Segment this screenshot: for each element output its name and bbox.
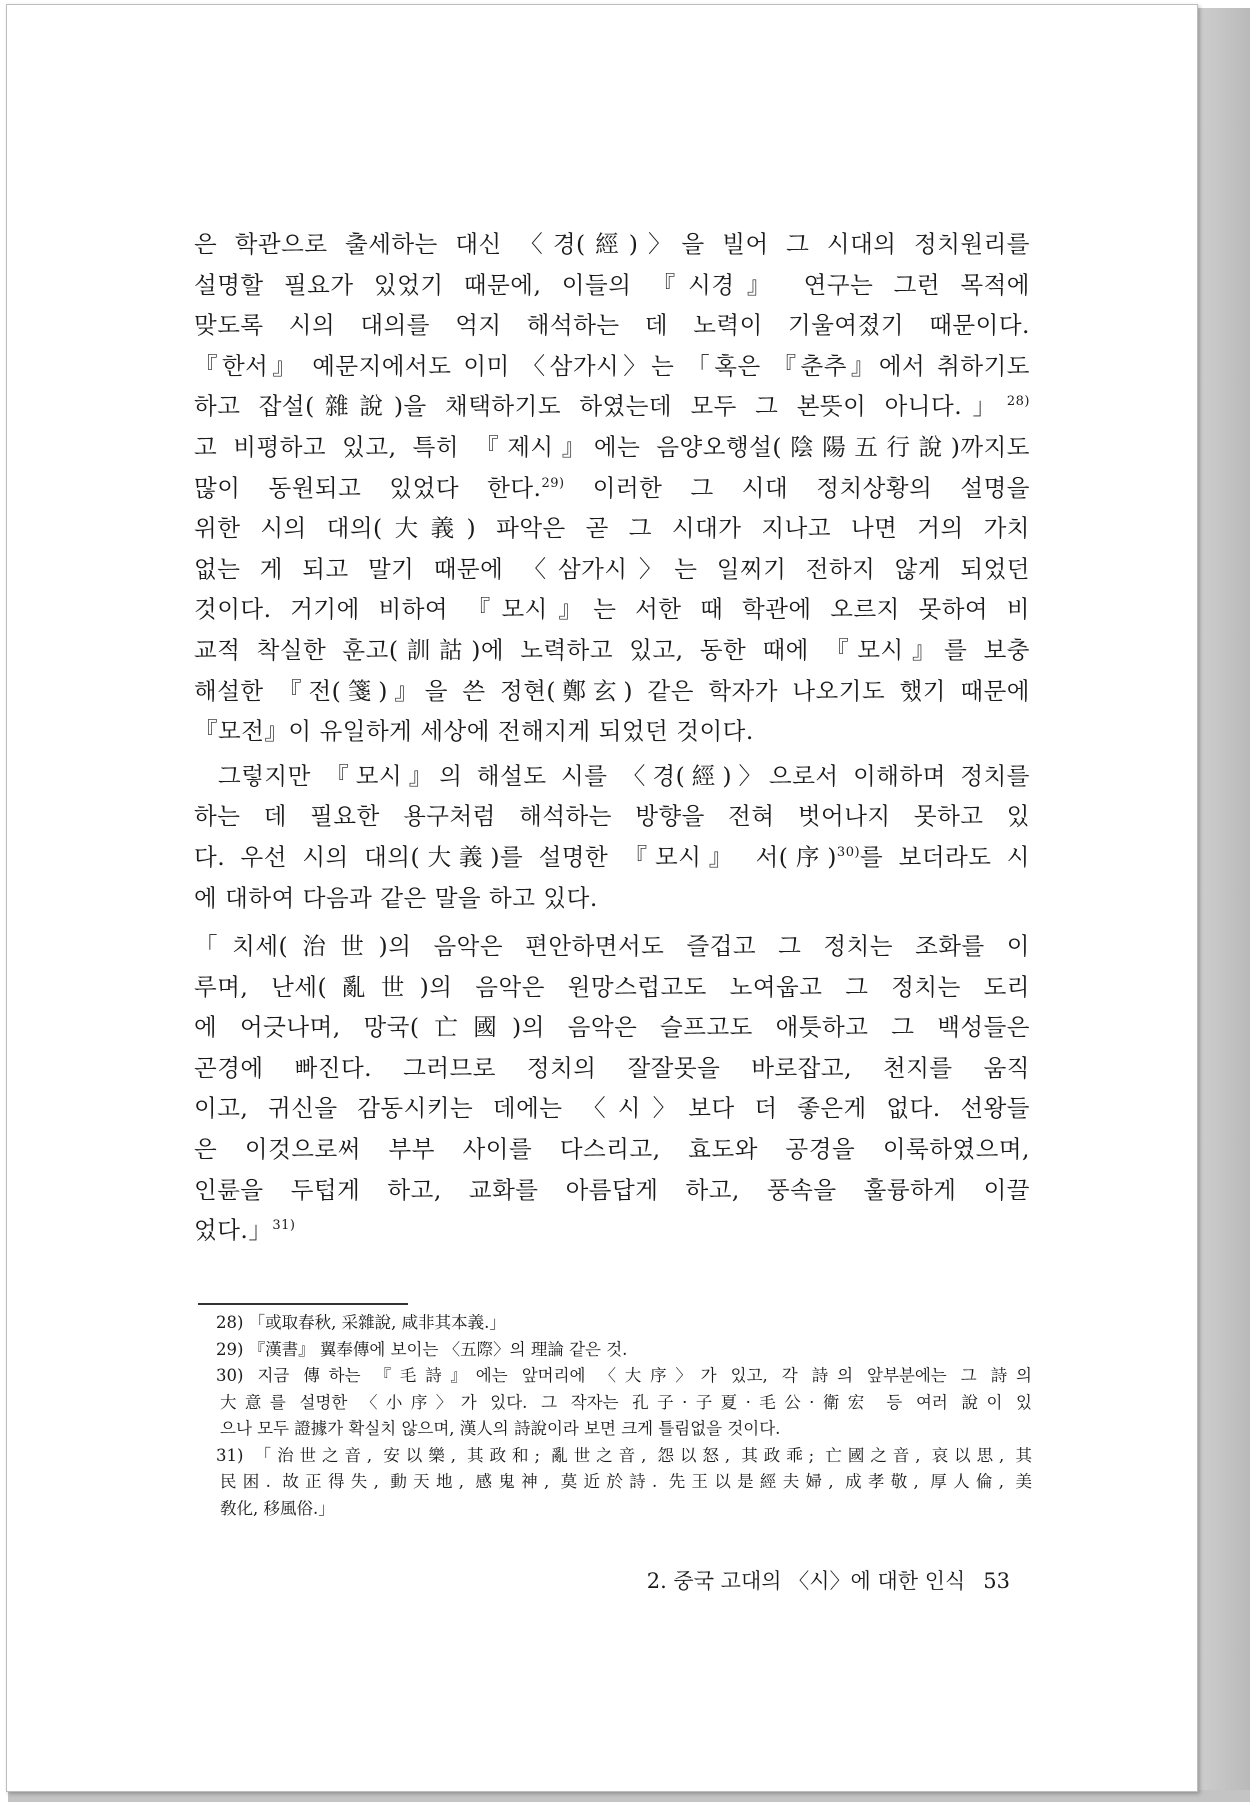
body-line-text: 하고 잡설(雜說)을 채택하기도 하였는데 모두 그 본뜻이 아니다.」 — [194, 392, 1007, 421]
body-line: 교적 착실한 훈고(訓詁)에 노력하고 있고, 동한 때에 『모시』를 보충 — [194, 635, 1030, 664]
footnote-ref-30: 30) — [836, 844, 861, 860]
body-line: 에 대하여 다음과 같은 말을 하고 있다. — [194, 883, 598, 912]
page-number: 53 — [983, 1569, 1010, 1593]
body-line-with-footnote — [194, 837, 1030, 878]
footnote-30-cont: 大意를 설명한 〈小序〉가 있다. 그 작자는 孔子·子夏·毛公·衛宏 등 여러 說이 있 — [220, 1392, 1032, 1412]
quote-line-with-footnote — [194, 1210, 1030, 1251]
footnote-31-cont: 敎化, 移風俗.」 — [220, 1498, 335, 1518]
quote-line: 곤경에 빠진다. 그러므로 정치의 잘잘못을 바로잡고, 천지를 움직 — [194, 1053, 1030, 1082]
body-line-text: 를 보더라도 시 — [860, 842, 1030, 871]
quote-line: 은 이것으로써 부부 사이를 다스리고, 효도와 공경을 이룩하였으며, — [194, 1135, 1030, 1164]
running-footer — [580, 1565, 1010, 1595]
quote-line: 이고, 귀신을 감동시키는 데에는 〈시〉보다 더 좋은게 없다. 선왕들 — [194, 1094, 1030, 1123]
body-line: 그렇지만 『모시』의 해설도 시를 〈경(經)〉으로서 이해하며 정치를 — [218, 761, 1030, 790]
footnote-ref-31: 31) — [272, 1218, 296, 1234]
body-line-text: 었다.」 — [194, 1216, 273, 1245]
footnote-28: 28) 「或取春秋, 采雜說, 咸非其本義.」 — [216, 1313, 506, 1332]
body-line: 위한 시의 대의(大義) 파악은 곧 그 시대가 지나고 나면 거의 가치 — [194, 514, 1030, 543]
body-line: 것이다. 거기에 비하여 『모시』는 서한 때 학관에 오르지 못하여 비 — [194, 595, 1030, 624]
body-line-with-footnote — [194, 386, 1030, 427]
body-line: 『한서』 예문지에서도 이미 〈삼가시〉는 「혹은 『춘추』에서 취하기도 — [194, 351, 1030, 380]
body-text — [194, 224, 1030, 1251]
body-line-text: 다. 우선 시의 대의(大義)를 설명한 『모시』 서(序) — [194, 842, 837, 871]
body-line: 맞도록 시의 대의를 억지 해석하는 데 노력이 기울여졌기 때문이다. — [194, 311, 1030, 340]
footnote-ref-28: 28) — [1006, 394, 1030, 410]
footnote-31-cont: 民困. 故正得失, 動天地, 感鬼神, 莫近於詩. 先王以是經夫婦, 成孝敬, 厚人倫, 美 — [220, 1472, 1032, 1491]
footnote-31: 31) 「治世之音, 安以樂, 其政和; 亂世之音, 怨以怒, 其政乖; 亡國之音, 哀以思, 其 — [216, 1445, 1032, 1465]
body-line: 고 비평하고 있고, 특히 『제시』에는 음양오행설(陰陽五行說)까지도 — [194, 432, 1030, 461]
body-line: 해설한 『전(箋)』을 쓴 정현(鄭玄) 같은 학자가 나오기도 했기 때문에 — [194, 676, 1030, 705]
body-line: 『모전』이 유일하게 세상에 전해지게 되었던 것이다. — [194, 717, 754, 746]
footnote-ref-29: 29) — [541, 475, 565, 491]
body-line: 없는 게 되고 말기 때문에 〈삼가시〉는 일찌기 전하지 않게 되었던 — [194, 554, 1030, 583]
body-line: 하는 데 필요한 용구처럼 해석하는 방향을 전혀 벗어나지 못하고 있 — [194, 802, 1030, 831]
quote-line: 에 어긋나며, 망국(亡國)의 음악은 슬프고도 애틋하고 그 백성들은 — [194, 1013, 1030, 1042]
quote-line: 루며, 난세(亂世)의 음악은 원망스럽고도 노여웁고 그 정치는 도리 — [194, 972, 1030, 1001]
footnotes — [216, 1310, 1032, 1522]
chapter-title: 2. 중국 고대의 〈시〉에 대한 인식 — [646, 1569, 966, 1593]
body-line: 은 학관으로 출세하는 대신 〈경(經)〉을 빌어 그 시대의 정치원리를 — [194, 230, 1030, 258]
body-line: 설명할 필요가 있었기 때문에, 이들의 『시경』 연구는 그런 목적에 — [194, 270, 1030, 299]
footnote-30: 30) 지금 傳하는 『毛詩』에는 앞머리에 〈大序〉가 있고, 각 詩의 앞부분에는 그 詩의 — [216, 1366, 1032, 1385]
body-line-text: 이러한 그 시대 정치상황의 설명을 — [564, 473, 1030, 502]
body-line-with-footnote — [194, 468, 1030, 509]
footnote-30-cont: 으나 모두 證據가 확실치 않으며, 漢人의 詩說이라 보면 크게 틀림없을 것이다. — [220, 1419, 781, 1438]
page-edge-shadow — [1196, 8, 1250, 1798]
footnote-divider — [198, 1303, 408, 1305]
quote-line: 「치세(治世)의 음악은 편안하면서도 즐겁고 그 정치는 조화를 이 — [194, 932, 1030, 961]
quote-line: 인륜을 두텁게 하고, 교화를 아름답게 하고, 풍속을 훌륭하게 이끌 — [194, 1175, 1030, 1204]
body-line-text: 많이 동원되고 있었다 한다. — [194, 473, 542, 502]
footnote-29: 29) 『漢書』 翼奉傳에 보이는 〈五際〉의 理論 같은 것. — [216, 1339, 628, 1359]
